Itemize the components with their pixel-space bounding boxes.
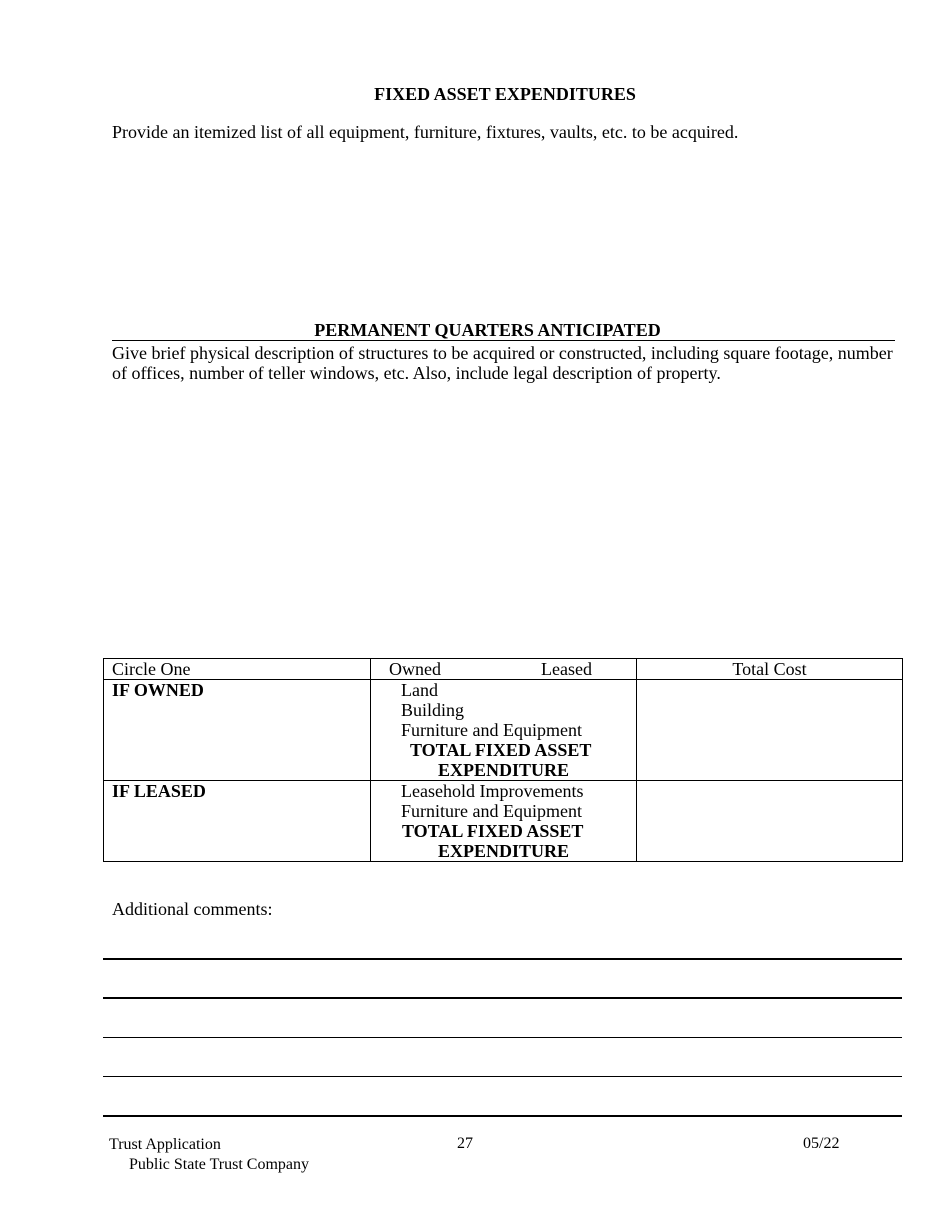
if-owned-cost-field[interactable] (637, 680, 903, 781)
owned-option[interactable]: Owned (389, 659, 441, 679)
permanent-quarters-section (112, 320, 895, 383)
list-item: Furniture and Equipment (401, 720, 582, 740)
list-item: Building (401, 700, 465, 720)
comment-line[interactable] (103, 997, 902, 999)
if-owned-items (371, 680, 637, 781)
circle-one-label: Circle One (104, 659, 371, 680)
cost-table-header-row (104, 659, 903, 680)
list-item: Land (401, 680, 438, 700)
permanent-quarters-instruction: Give brief physical description of structures to be acquired or constructed, including square footage, number of offices, number of teller windows, etc. Also, include legal description of property. (112, 343, 893, 383)
if-leased-row (104, 781, 903, 862)
total-label-line1: TOTAL FIXED ASSET (410, 740, 592, 760)
total-label-line1: TOTAL FIXED ASSET (402, 821, 584, 841)
footer-date: 05/22 (803, 1135, 840, 1152)
if-leased-items (371, 781, 637, 862)
comment-line[interactable] (103, 1076, 902, 1077)
permanent-quarters-title: PERMANENT QUARTERS ANTICIPATED (112, 320, 895, 341)
fixed-asset-title: FIXED ASSET EXPENDITURES (374, 84, 636, 104)
cost-table (103, 658, 903, 862)
if-leased-label: IF LEASED (104, 781, 371, 862)
if-owned-label: IF OWNED (104, 680, 371, 781)
comment-line[interactable] (103, 1115, 902, 1117)
owned-leased-choice[interactable] (371, 659, 637, 680)
comment-line[interactable] (103, 958, 902, 960)
list-item: Furniture and Equipment (401, 801, 582, 821)
footer-organization: Public State Trust Company (129, 1156, 310, 1173)
if-leased-cost-field[interactable] (637, 781, 903, 862)
total-cost-header: Total Cost (637, 659, 903, 680)
footer-document-name: Trust Application (109, 1136, 221, 1153)
footer-left (109, 1135, 309, 1175)
page-number: 27 (457, 1135, 473, 1152)
fixed-asset-instruction: Provide an itemized list of all equipment, furniture, fixtures, vaults, etc. to be acquired. (112, 122, 739, 142)
additional-comments-label: Additional comments: (112, 899, 273, 919)
leased-option[interactable]: Leased (541, 659, 592, 679)
total-label-line2: EXPENDITURE (438, 760, 570, 780)
comment-line[interactable] (103, 1037, 902, 1038)
list-item: Leasehold Improvements (401, 781, 584, 801)
total-label-line2: EXPENDITURE (438, 841, 570, 861)
if-owned-row (104, 680, 903, 781)
